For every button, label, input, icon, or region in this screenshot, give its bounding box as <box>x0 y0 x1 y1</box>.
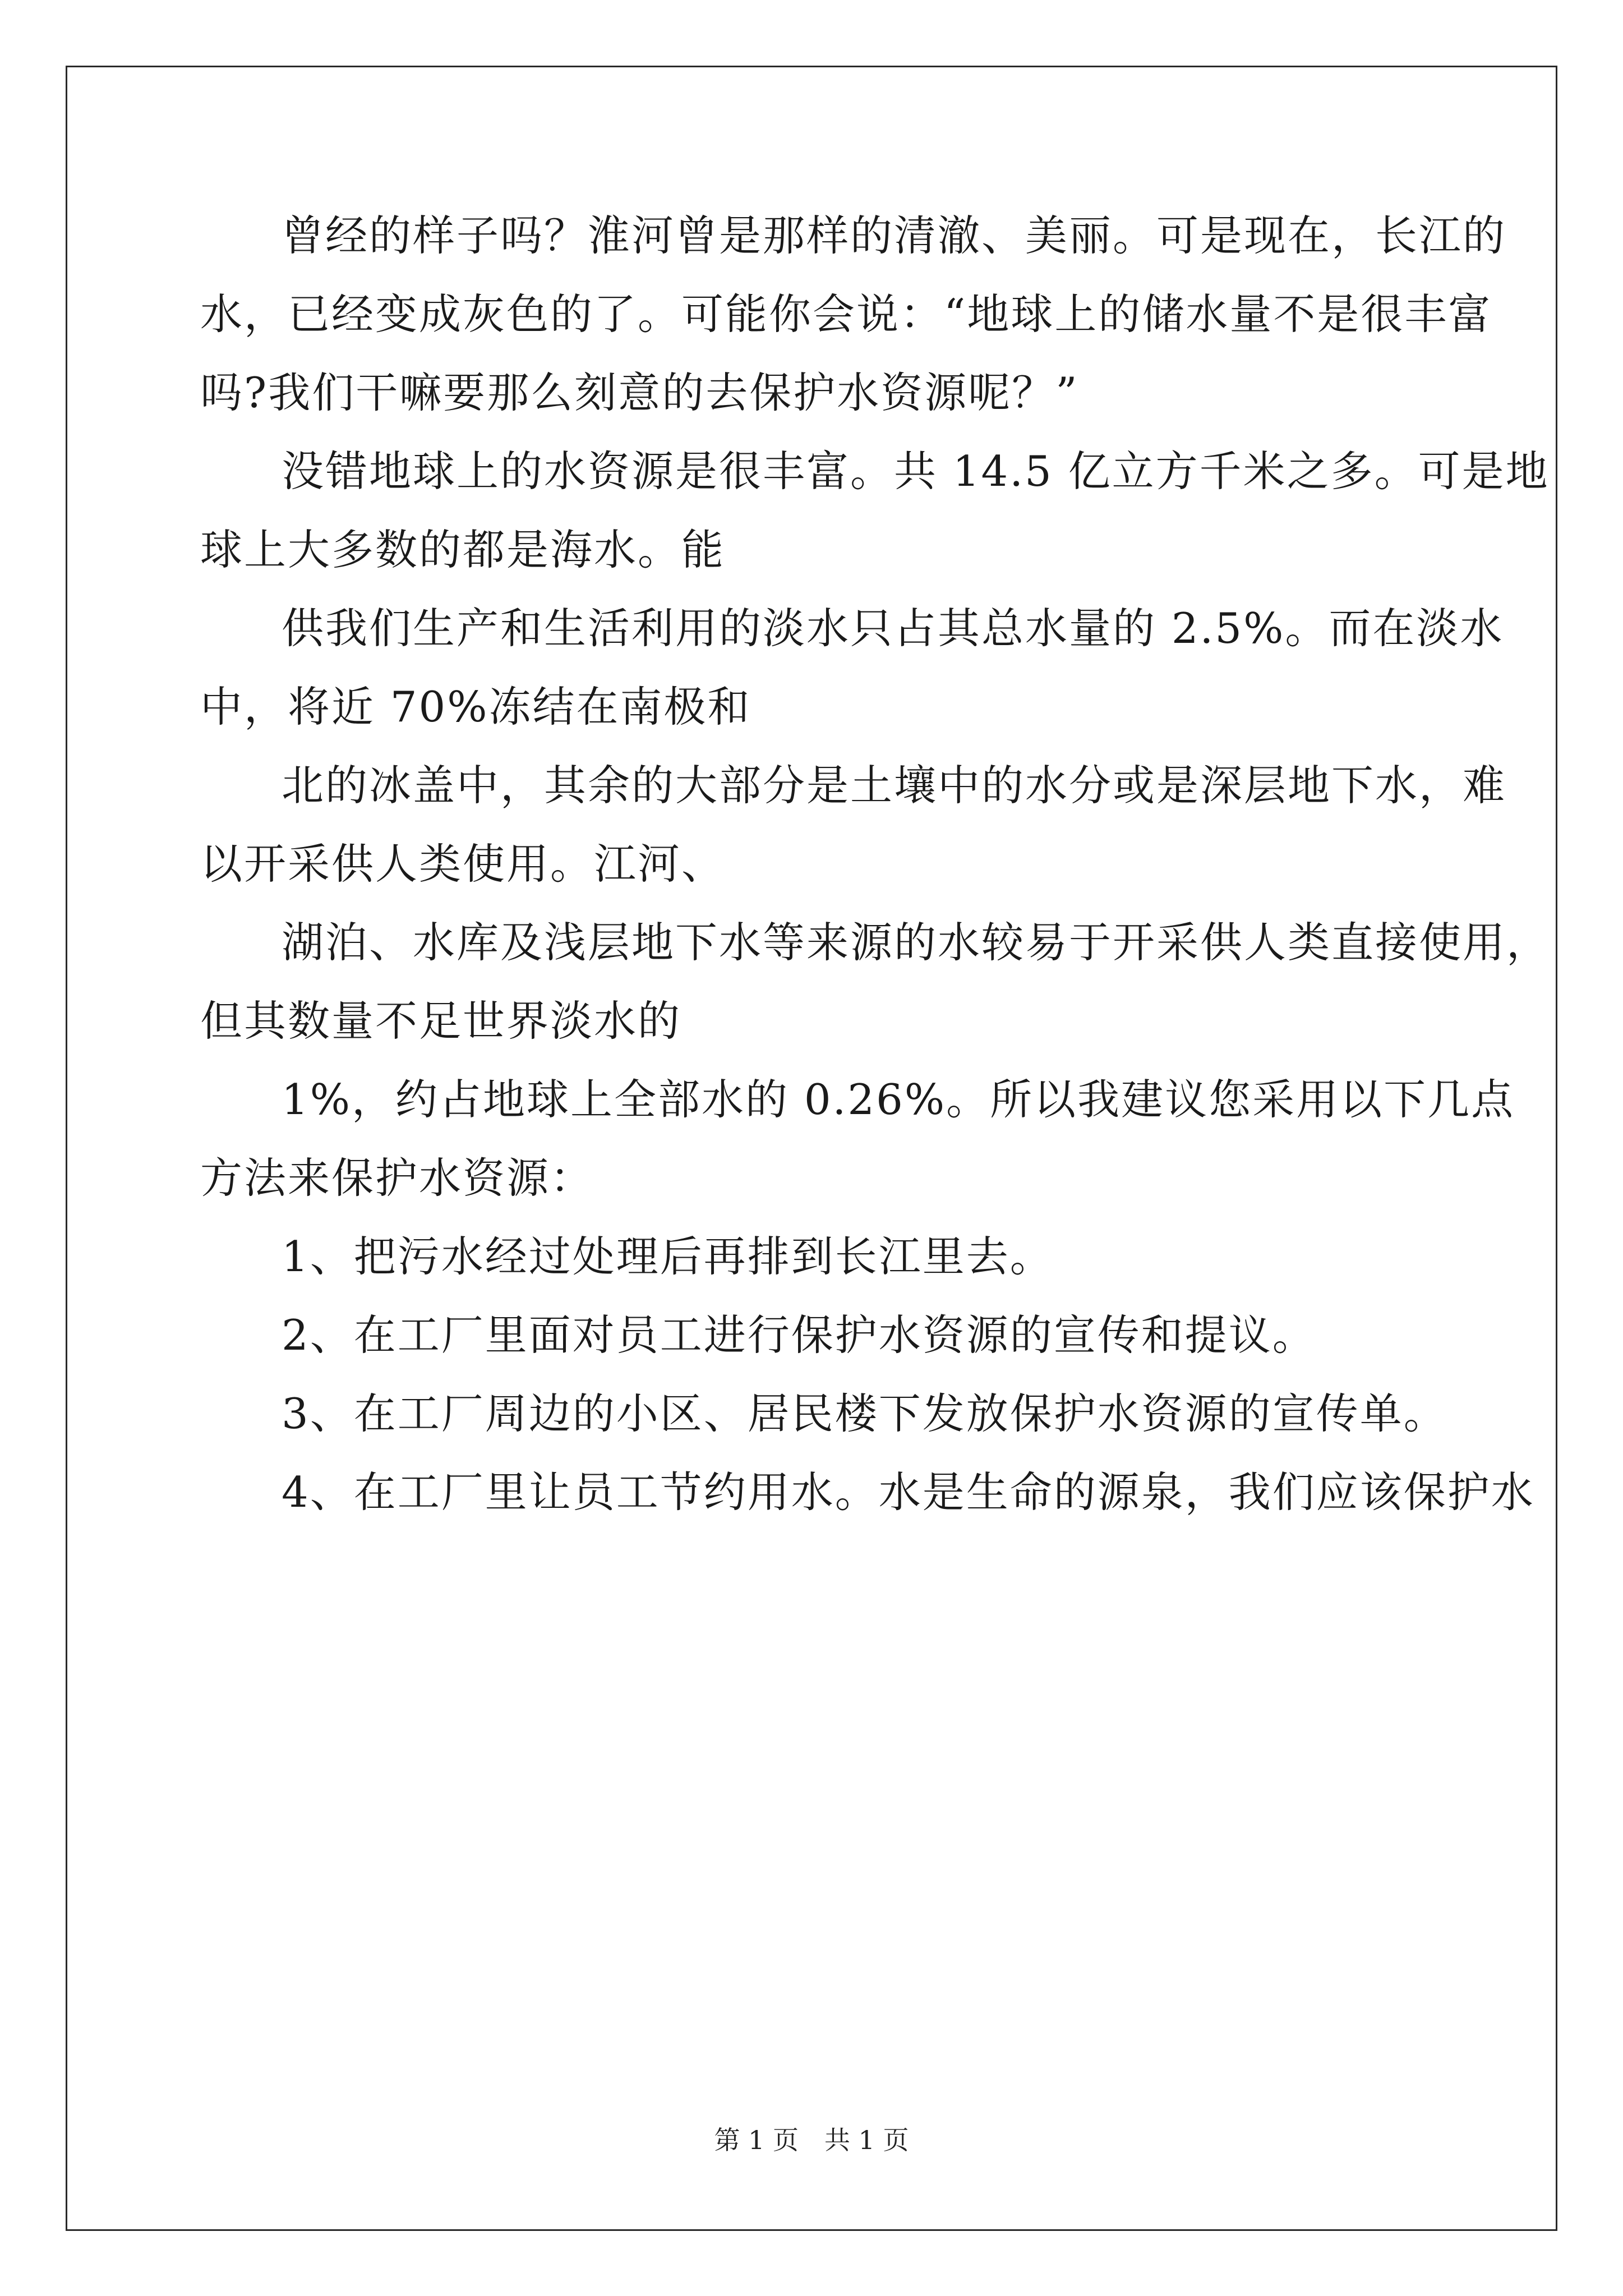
text-line: 北的冰盖中，其余的大部分是土壤中的水分或是深层地下水，难 <box>282 761 1507 810</box>
text-line: 以开采供人类使用。江河、 <box>200 839 726 889</box>
page-footer <box>0 2123 1623 2157</box>
text-line: 吗?我们干嘛要那么刻意的去保护水资源呢？” <box>200 368 1079 417</box>
list-item: 1、把污水经过处理后再排到长江里去。 <box>282 1232 1054 1281</box>
list-item: 3、在工厂周边的小区、居民楼下发放保护水资源的宣传单。 <box>282 1389 1447 1438</box>
text-line: 球上大多数的都是海水。能 <box>200 525 726 574</box>
text-line: 没错地球上的水资源是很丰富。共 14.5 亿立方千米之多。可是地 <box>282 447 1550 496</box>
text-line: 中，将近 70%冻结在南极和 <box>200 682 751 731</box>
page-number-label: 第 1 页 共 1 页 <box>714 2125 909 2155</box>
text-line: 曾经的样子吗？淮河曾是那样的清澈、美丽。可是现在，长江的 <box>282 211 1507 260</box>
text-line: 湖泊、水库及浅层地下水等来源的水较易于开采供人类直接使用， <box>282 918 1551 967</box>
text-line: 但其数量不足世界淡水的 <box>200 996 682 1046</box>
list-item: 2、在工厂里面对员工进行保护水资源的宣传和提议。 <box>282 1310 1316 1360</box>
text-line: 水，已经变成灰色的了。可能你会说：“地球上的储水量不是很丰富 <box>200 289 1492 339</box>
list-item: 4、在工厂里让员工节约用水。水是生命的源泉，我们应该保护水 <box>282 1467 1535 1517</box>
text-line: 方法来保护水资源： <box>200 1153 594 1203</box>
text-line: 供我们生产和生活利用的淡水只占其总水量的 2.5%。而在淡水 <box>282 604 1504 653</box>
text-line: 1%，约占地球上全部水的 0.26%。所以我建议您采用以下几点 <box>282 1075 1515 1124</box>
